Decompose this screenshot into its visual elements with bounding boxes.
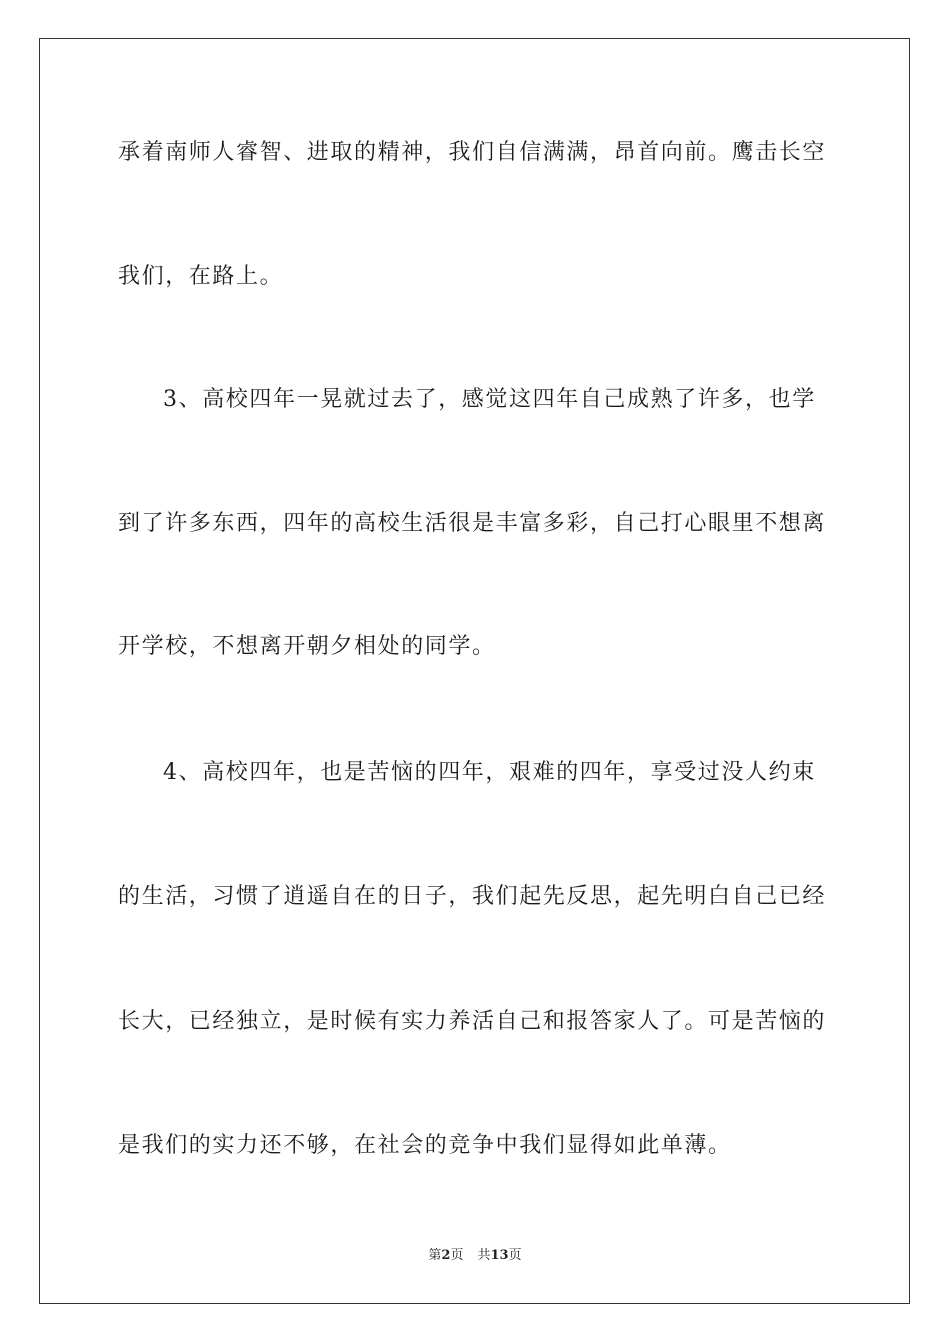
paragraph-line: 的生活，习惯了逍遥自在的日子，我们起先反思，起先明白自己已经: [118, 884, 827, 909]
paragraph-line: 承着南师人睿智、进取的精神，我们自信满满，昂首向前。鹰击长空: [118, 140, 827, 165]
paragraph-line: 4、高校四年，也是苦恼的四年，艰难的四年，享受过没人约束: [163, 760, 816, 785]
paragraph-line: 长大，已经独立，是时候有实力养活自己和报答家人了。可是苦恼的: [118, 1009, 827, 1034]
page-prefix: 第: [428, 1248, 442, 1263]
page-number: 2: [441, 1248, 451, 1263]
total-pages: 13: [490, 1248, 509, 1263]
paragraph-line: 我们，在路上。: [118, 264, 284, 289]
total-suffix: 页: [508, 1248, 522, 1263]
page-footer: [0, 1247, 950, 1265]
page-border: [39, 38, 910, 1304]
total-prefix: 共: [477, 1248, 491, 1263]
paragraph-line: 开学校，不想离开朝夕相处的同学。: [118, 634, 496, 659]
paragraph-line: 是我们的实力还不够，在社会的竞争中我们显得如此单薄。: [118, 1133, 732, 1158]
paragraph-line: 3、高校四年一晃就过去了，感觉这四年自己成熟了许多，也学: [163, 387, 816, 412]
paragraph-line: 到了许多东西，四年的高校生活很是丰富多彩，自己打心眼里不想离: [118, 511, 827, 536]
page-suffix: 页: [450, 1248, 464, 1263]
